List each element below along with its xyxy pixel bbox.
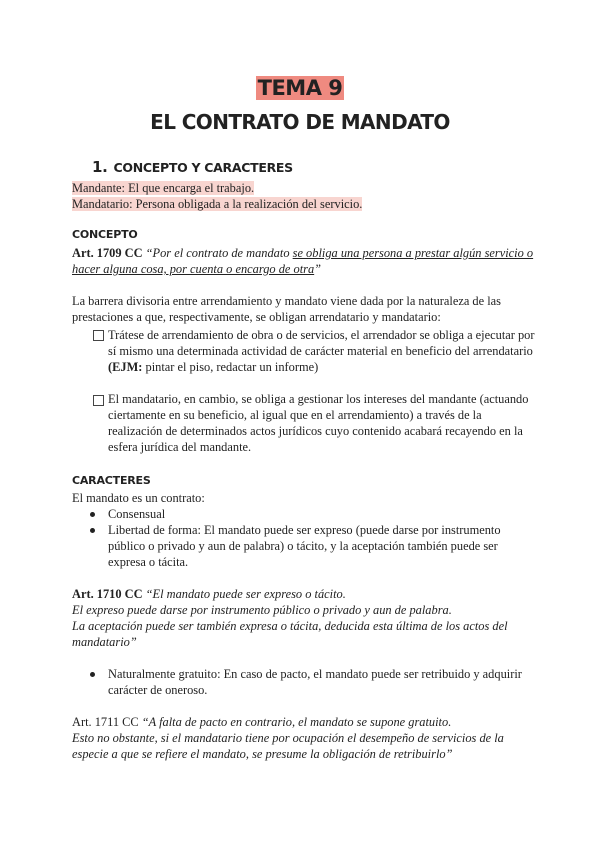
section-heading: 1. CONCEPTO Y CARACTERES bbox=[92, 158, 293, 176]
mandatario-definition: Mandatario: Persona obligada a la realización del servicio. bbox=[72, 197, 363, 211]
paragraph-line: La barrera divisoria entre arrendamiento y mandato viene dada por la naturaleza de las bbox=[72, 294, 501, 308]
bullet-icon bbox=[90, 528, 95, 533]
page-title: EL CONTRATO DE MANDATO bbox=[150, 110, 450, 134]
art-1710-line: Art. 1710 CC “El mandato puede ser expreso o tácito. bbox=[72, 587, 346, 601]
list-item-text: realización de determinados actos jurídicos cuyo contenido acabará recayendo en la bbox=[108, 424, 523, 438]
list-item-text: Naturalmente gratuito: En caso de pacto, el mandato puede ser retribuido y adquirir bbox=[108, 667, 522, 681]
art-1711-line: especie a que se refiere el mandato, se presume la obligación de retribuirlo” bbox=[72, 747, 453, 761]
art-1709-line1: Art. 1709 CC “Por el contrato de mandato se obliga una persona a prestar algún servicio o bbox=[72, 246, 534, 260]
art-1711-line: Art. 1711 CC “A falta de pacto en contrario, el mandato se supone gratuito. bbox=[72, 715, 452, 729]
list-item-text: público o privado y aun de palabra) o tácito, y la aceptación también puede ser bbox=[108, 539, 498, 553]
art-1710-line: La aceptación puede ser también expresa o tácita, deducida esta última de los actos del bbox=[72, 619, 508, 633]
tema-title: TEMA 9 bbox=[257, 76, 343, 100]
list-item-text: ciertamente en su beneficio, al igual que en el arrendamiento) a través de la bbox=[108, 408, 482, 422]
art-1710-line: mandatario” bbox=[72, 635, 137, 649]
list-item-text: esfera jurídica del mandante. bbox=[108, 440, 252, 454]
bullet-icon bbox=[90, 672, 95, 677]
list-item-text: expresa o tácita. bbox=[108, 555, 189, 569]
list-item-text: Libertad de forma: El mandato puede ser expreso (puede darse por instrumento bbox=[108, 523, 501, 537]
list-item-text: Trátese de arrendamiento de obra o de servicios, el arrendador se obliga a ejecutar por bbox=[108, 328, 535, 342]
checkbox-icon[interactable] bbox=[93, 330, 104, 341]
list-item-text: sí mismo una determinada actividad de carácter material en beneficio del arrendatario bbox=[108, 344, 533, 358]
mandante-definition: Mandante: El que encarga el trabajo. bbox=[72, 181, 255, 195]
caracteres-heading: CARACTERES bbox=[72, 474, 151, 487]
list-item-text: El mandatario, en cambio, se obliga a gestionar los intereses del mandante (actuando bbox=[108, 392, 529, 406]
caracteres-intro: El mandato es un contrato: bbox=[72, 491, 205, 505]
checkbox-icon[interactable] bbox=[93, 395, 104, 406]
concepto-heading: CONCEPTO bbox=[72, 228, 138, 241]
list-item-text: Consensual bbox=[108, 507, 166, 521]
list-item-text: (EJM: pintar el piso, redactar un informe) bbox=[108, 360, 319, 374]
art-1711-line: Esto no obstante, si el mandatario tiene por ocupación el desempeño de servicios de la bbox=[72, 731, 504, 745]
paragraph-line: prestaciones a que, respectivamente, se obligan arrendatario y mandatario: bbox=[72, 310, 441, 324]
art-1709-line2: hacer alguna cosa, por cuenta o encargo de otra” bbox=[72, 262, 322, 276]
list-item-text: carácter de oneroso. bbox=[108, 683, 208, 697]
bullet-icon bbox=[90, 512, 95, 517]
art-1710-line: El expreso puede darse por instrumento público o privado y aun de palabra. bbox=[72, 603, 452, 617]
